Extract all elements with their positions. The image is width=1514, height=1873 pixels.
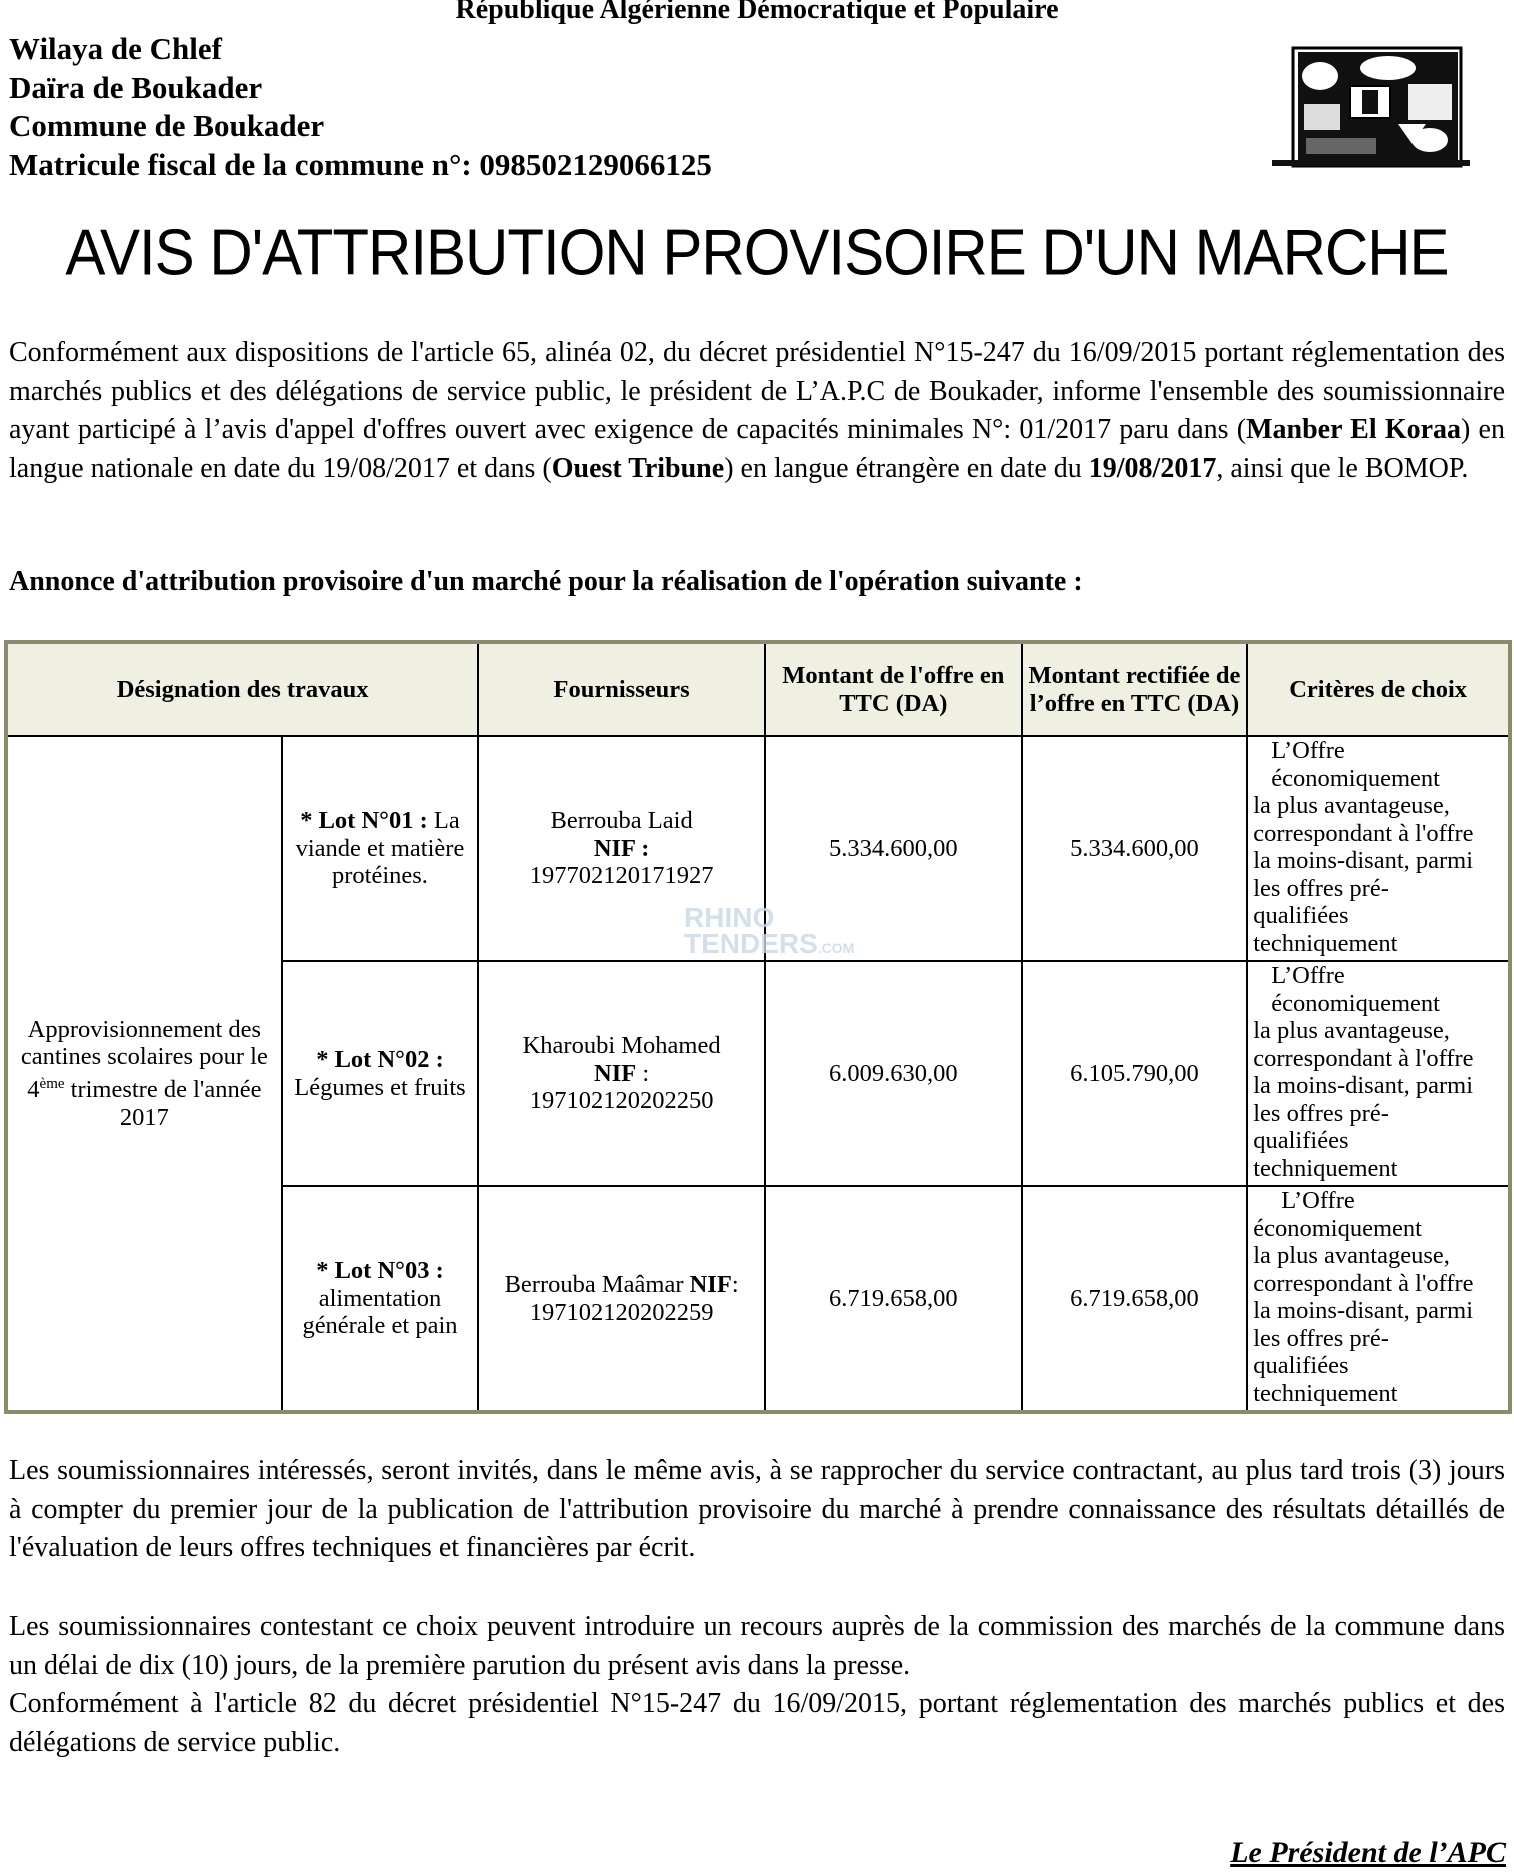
paragraph-article-82: Conformément à l'article 82 du décret présidentiel N°15-247 du 16/09/2015, portant réglementation des marchés publics et des délégations de service public.	[9, 1688, 1505, 1758]
watermark-line-2: TENDERS	[684, 928, 818, 959]
commune-line: Commune de Boukader	[9, 108, 325, 143]
paragraph-invitation: Les soumissionnaires intéressés, seront invités, dans le même avis, à se rapprocher du service contractant, au plus tard trois (3) jours à compter du premier jour de la publication de l'attribution provisoire du marché à prendre connaissance des résultats détaillés de l'évaluation de leurs offres techniques et financières par écrit.	[9, 1455, 1505, 1563]
intro-paragraph	[9, 334, 1505, 488]
newspaper-arabic: Manber El Koraa	[1246, 414, 1462, 445]
lot-cell: * Lot N°03 : alimentation générale et pain	[282, 1186, 479, 1412]
header-montant: Montant de l'offre en TTC (DA)	[765, 642, 1022, 736]
publication-date: 19/08/2017	[1088, 452, 1217, 484]
header-fournisseurs: Fournisseurs	[478, 642, 765, 736]
supplier-cell: Berrouba Maâmar NIF: 197102120202259	[478, 1186, 765, 1412]
paragraph-recourse: Les soumissionnaires contestant ce choix peuvent introduire un recours auprès de la commission des marchés de la commune dans un délai de dix (10) jours, de la première parution du présent avis dans la presse.	[9, 1611, 1505, 1681]
watermark-suffix: .COM	[817, 940, 855, 956]
watermark	[630, 902, 855, 961]
matricule-line: Matricule fiscal de la commune n°: 098502129066125	[9, 146, 712, 182]
operation-designation: Approvisionnement des cantines scolaires pour le 4ème trimestre de l'année 2017	[6, 736, 282, 1412]
lot-cell: * Lot N°01 : La viande et matière protéines.	[282, 736, 479, 961]
signature-title: Le Président de l’APC	[1230, 1836, 1506, 1869]
intro-text-4: , ainsi que le BOMOP.	[1216, 452, 1469, 484]
announcement-heading: Annonce d'attribution provisoire d'un marché pour la réalisation de l'opération suivante :	[9, 566, 1083, 597]
paragraph-recourse-block	[9, 1608, 1505, 1762]
republic-heading: République Algérienne Démocratique et Populaire	[455, 0, 1059, 25]
intro-text-3: ) en langue étrangère en date du	[724, 452, 1089, 484]
montant-rectifie-cell: 6.719.658,00	[1022, 1186, 1248, 1412]
montant-cell: 5.334.600,00	[765, 736, 1022, 961]
header-designation: Désignation des travaux	[6, 642, 478, 736]
criteria-cell: L’Offre économiquement la plus avantageuse, correspondant à l'offre la moins-disant, parmi les offres pré- qualifiées techniquement	[1247, 961, 1510, 1186]
table-header-row	[6, 642, 1510, 736]
lot-cell: * Lot N°02 : Légumes et fruits	[282, 961, 479, 1186]
intro-text-2: ) en langue nationale en date du 19/08/2017 et dans (	[9, 414, 1505, 484]
newspaper-french: Ouest Tribune	[551, 452, 725, 484]
header-criteres: Critères de choix	[1247, 642, 1510, 736]
wilaya-line: Wilaya de Chlef	[9, 31, 222, 66]
montant-rectifie-cell: 5.334.600,00	[1022, 736, 1248, 961]
montant-rectifie-cell: 6.105.790,00	[1022, 961, 1248, 1186]
montant-cell: 6.009.630,00	[765, 961, 1022, 1186]
daira-line: Daïra de Boukader	[9, 69, 263, 105]
criteria-cell: L’Offre économiquement la plus avantageuse, correspondant à l'offre la moins-disant, parmi les offres pré- qualifiées techniquement	[1247, 1186, 1510, 1412]
montant-cell: 6.719.658,00	[765, 1186, 1022, 1412]
supplier-cell: Kharoubi Mohamed NIF : 197102120202250	[478, 961, 765, 1186]
attribution-table	[4, 640, 1512, 1414]
intro-text-1: Conformément aux dispositions de l'article 65, alinéa 02, du décret présidentiel N°15-247 du 16/09/2015 portant réglementation des marchés publics et des délégations de service public, le président de L’A.P.C de Boukader, informe l'ensemble des soumissionnaire ayant participé à l’avis d'appel d'offres ouvert avec exigence de capacités minimales N°: 01/2017 paru dans (	[9, 337, 1505, 445]
header-montant-rectifie: Montant rectifiée de l’offre en TTC (DA)	[1022, 642, 1248, 736]
issuer-block	[9, 30, 712, 184]
watermark-line-1: RHINO	[684, 902, 775, 933]
notice-title: AVIS D'ATTRIBUTION PROVISOIRE D'UN MARCHE	[65, 216, 1449, 289]
commune-logo	[1258, 42, 1478, 172]
criteria-cell: L’Offre économiquement la plus avantageuse, correspondant à l'offre la moins-disant, parmi les offres pré- qualifiées techniquement	[1247, 736, 1510, 961]
supplier-cell: Berrouba Laid NIF : 197702120171927	[478, 736, 765, 961]
